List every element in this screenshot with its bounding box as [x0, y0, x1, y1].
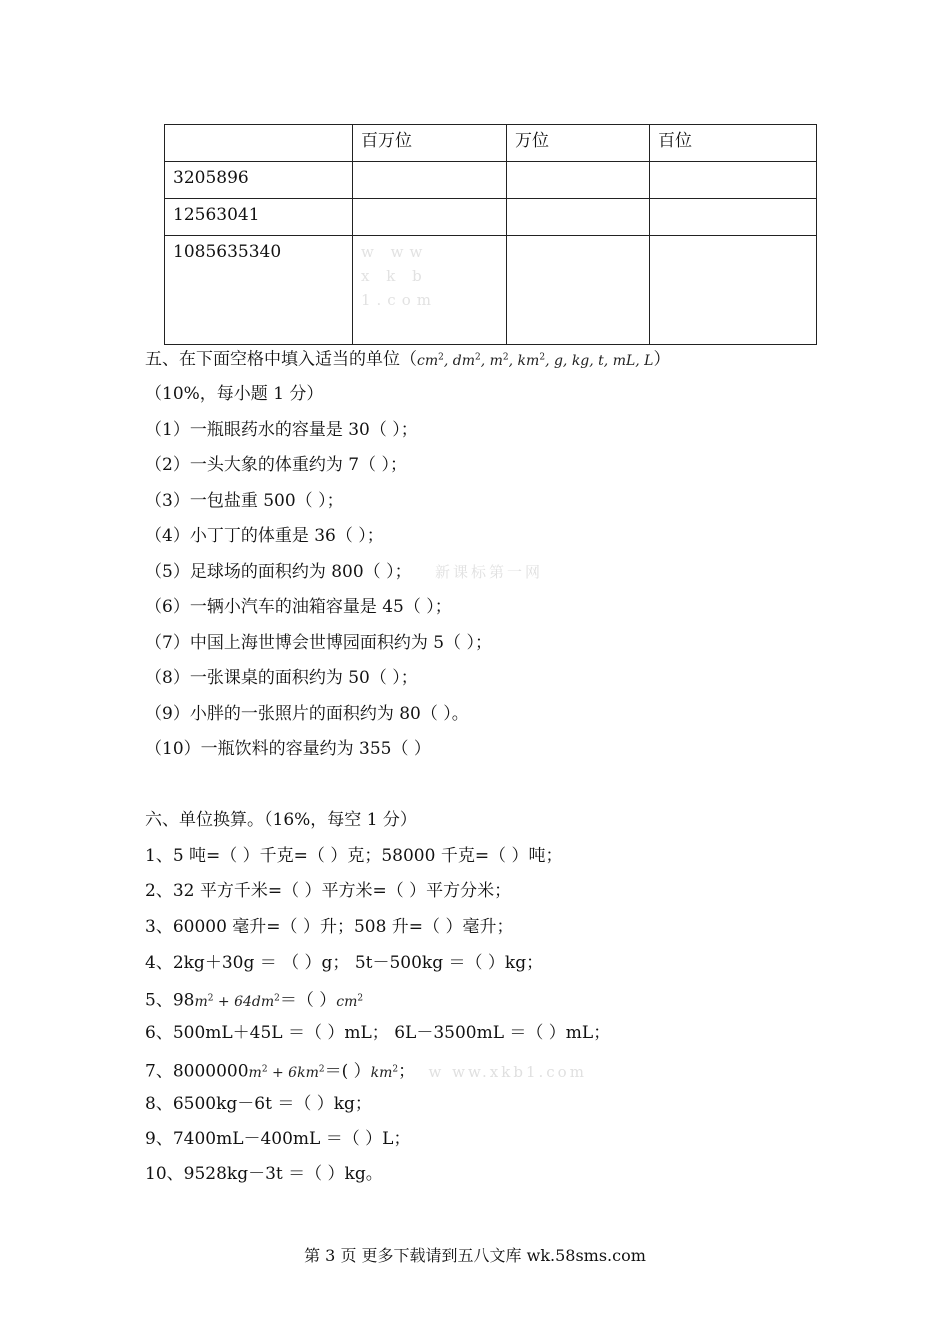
- conversion-item: [145, 986, 363, 1014]
- section5-title-end: ）: [653, 349, 671, 370]
- conversion-prefix: 5、98: [145, 990, 195, 1011]
- table-header-cell: 万位: [507, 125, 650, 162]
- watermark-text: 1.com: [361, 291, 437, 309]
- unit-formula: $km^2$: [370, 1064, 399, 1081]
- area-formula: $m^2 + 64dm^2$: [194, 993, 280, 1010]
- section6-title: 六、单位换算。（16%，每空 1 分）: [145, 810, 417, 830]
- watermark-text: 新课标第一网: [434, 563, 543, 581]
- place-value-table: [164, 124, 817, 345]
- section5-title-text: 五、在下面空格中填入适当的单位（: [145, 349, 417, 370]
- conversion-item: 9、7400mL－400mL ＝（ ）L；: [145, 1129, 411, 1149]
- watermark-cell: [353, 236, 507, 345]
- answer-cell: [650, 162, 817, 199]
- area-formula: $m^2 + 6km^2$: [248, 1064, 325, 1081]
- watermark-text: w ww: [361, 243, 429, 261]
- answer-cell: [353, 162, 507, 199]
- conversion-item: [145, 1057, 587, 1085]
- question-item: [145, 560, 543, 584]
- answer-cell: [507, 199, 650, 236]
- section5-score: （10%，每小题 1 分）: [145, 384, 324, 404]
- question-item: （9）小胖的一张照片的面积约为 80（ ）。: [145, 704, 469, 724]
- conversion-prefix: 7、8000000: [145, 1061, 249, 1082]
- question-item: （2）一头大象的体重约为 7（ ）；: [145, 455, 407, 475]
- conversion-item: 4、2kg＋30g ＝ （ ）g； 5t－500kg ＝（ ）kg；: [145, 953, 544, 973]
- conversion-item: 1、5 吨=（ ）千克=（ ）克；58000 千克=（ ）吨；: [145, 846, 563, 866]
- table-number-cell: 12563041: [165, 199, 353, 236]
- unit-formula: $cm^2$: [336, 993, 364, 1010]
- conversion-item: 2、32 平方千米=（ ）平方米=（ ）平方分米；: [145, 881, 512, 901]
- watermark-text: w ww.xkb1.com: [428, 1062, 587, 1081]
- question-text: （5）足球场的面积约为 800（ ）；: [145, 562, 412, 582]
- question-item: （6）一辆小汽车的油箱容量是 45（ ）；: [145, 597, 452, 617]
- answer-cell: [650, 199, 817, 236]
- question-item: （7）中国上海世博会世博园面积约为 5（ ）；: [145, 633, 492, 653]
- answer-cell: [353, 199, 507, 236]
- conversion-item: 3、60000 毫升=（ ）升；508 升=（ ）毫升；: [145, 917, 514, 937]
- answer-cell: [507, 236, 650, 345]
- question-item: （1）一瓶眼药水的容量是 30（ ）；: [145, 420, 418, 440]
- table-row: [165, 162, 817, 199]
- units-formula: $cm^2$, $dm^2$, $m^2$, $km^2$, g, kg, t, mL, L: [417, 352, 654, 369]
- table-number-cell: 1085635340: [165, 236, 353, 345]
- page-footer: 第 3 页 更多下载请到五八文库 wk.58sms.com: [304, 1246, 646, 1265]
- question-item: （8）一张课桌的面积约为 50（ ）；: [145, 668, 418, 688]
- table-number-cell: 3205896: [165, 162, 353, 199]
- section5-title: [145, 345, 670, 373]
- table-row: [165, 199, 817, 236]
- table-header-cell: 百位: [650, 125, 817, 162]
- question-item: （10）一瓶饮料的容量约为 355（ ）: [145, 739, 431, 759]
- table-row: [165, 236, 817, 345]
- conversion-item: 6、500mL＋45L ＝（ ）mL； 6L－3500mL ＝（ ）mL；: [145, 1023, 611, 1043]
- conversion-blank: ＝（ ）: [279, 990, 337, 1011]
- question-item: （4）小丁丁的体重是 36（ ）；: [145, 526, 384, 546]
- conversion-item: 8、6500kg－6t ＝（ ）kg；: [145, 1094, 372, 1114]
- conversion-blank: ＝( ）: [324, 1061, 371, 1082]
- conversion-item: 10、9528kg－3t ＝（ ）kg。: [145, 1164, 383, 1184]
- table-header-cell: [165, 125, 353, 162]
- answer-cell: [507, 162, 650, 199]
- conversion-end: ；: [398, 1061, 416, 1082]
- answer-cell: [650, 236, 817, 345]
- watermark-text: x k b: [361, 267, 428, 285]
- question-item: （3）一包盐重 500（ ）；: [145, 491, 344, 511]
- table-header-cell: 百万位: [353, 125, 507, 162]
- table-header-row: [165, 125, 817, 162]
